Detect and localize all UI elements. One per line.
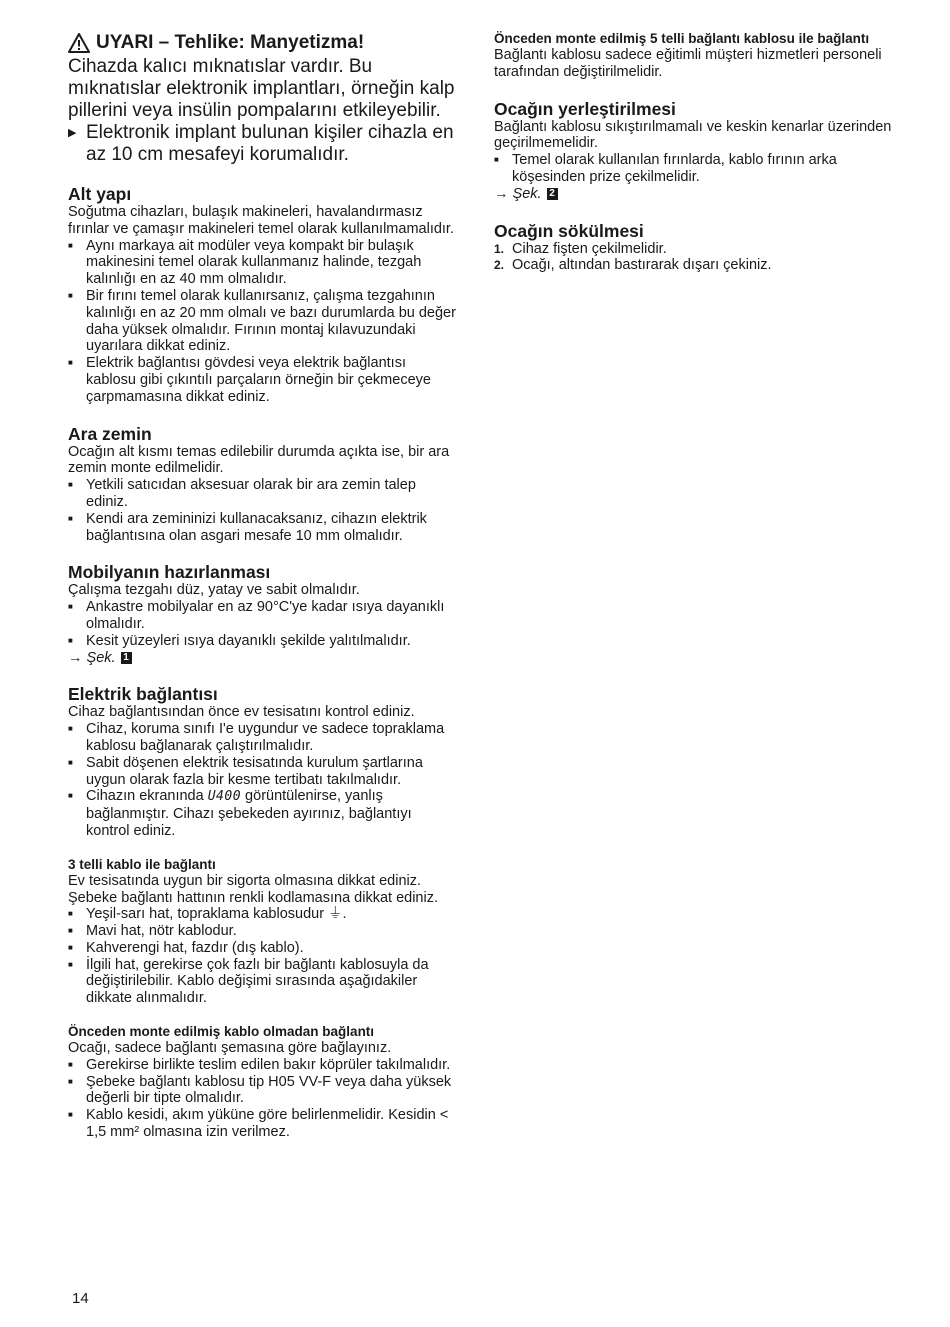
numbered-list: [494, 241, 894, 275]
paragraph: Bağlantı kablosu sadece eğitimli müşteri hizmetleri personeli tarafından değiştirilmelidir.: [494, 47, 882, 80]
warning-action-text: Elektronik implant bulunan kişiler cihazla en az 10 cm mesafeyi korumalıdır.: [86, 122, 454, 165]
bullet-icon: ■: [68, 724, 73, 734]
section-title: Ocağın yerleştirilmesi: [494, 98, 676, 119]
section-intro: Cihaz bağlantısından önce ev tesisatını kontrol ediniz.: [68, 704, 415, 721]
list-item: ■ Mavi hat, nötr kablodur.: [68, 923, 237, 940]
list-item: 1. Cihaz fişten çekilmelidir.: [494, 240, 667, 257]
figure-reference: → Şek. 1: [68, 650, 458, 667]
list-item: ■ İlgili hat, gerekirse çok fazlı bir bağlantı kablosuyla da değiştirilebilir. Kablo değişimi sırasında aşağıdakiler dikkate alınmalıdır.: [68, 956, 429, 1007]
section-intro: Bağlantı kablosu sıkıştırılmamalı ve keskin kenarlar üzerinden geçirilmemelidir.: [494, 118, 892, 152]
bullet-icon: ■: [494, 155, 499, 165]
section-kablosuz: [68, 1023, 458, 1141]
list-item: 2. Ocağı, altından bastırarak dışarı çekiniz.: [494, 257, 772, 274]
list-item: ■ Cihaz, koruma sınıfı I'e uygundur ve sadece topraklama kablosu bağlanarak çalıştırılmalıdır.: [68, 721, 445, 754]
bullet-list: [68, 906, 458, 1007]
section-title: Alt yapı: [68, 184, 132, 204]
figure-number-badge: 2: [547, 188, 558, 200]
bullet-icon: ■: [68, 240, 73, 250]
bullet-list: [68, 477, 458, 544]
section-ara-zemin: [68, 424, 458, 545]
section-intro: Soğutma cihazları, bulaşık makineleri, havalandırmasız fırınlar ve çamaşır makineleri temel olarak kullanılmamalıdır.: [68, 204, 454, 237]
section-yerlestirme: [494, 99, 894, 203]
warning-action: [68, 122, 458, 166]
section-intro: Çalışma tezgahı düz, yatay ve sabit olmalıdır.: [68, 582, 360, 599]
paragraph: Ev tesisatında uygun bir sigorta olmasına dikkat ediniz.: [68, 872, 422, 889]
warning-title: UYARI – Tehlike: Manyetizma!: [96, 32, 365, 53]
section-uc-telli: [68, 856, 458, 1007]
section-bes-telli: [494, 30, 894, 81]
bullet-icon: ■: [68, 290, 73, 300]
bullet-icon: ■: [68, 602, 73, 612]
list-item: ■ Kablo kesidi, akım yüküne göre belirlenmelidir. Kesidin < 1,5 mm² olmasına izin verilmez.: [68, 1107, 449, 1141]
bullet-icon: ■: [68, 959, 73, 969]
section-sokulme: [494, 221, 894, 275]
list-item: ■ Yeşil-sarı hat, topraklama kablosudur ⏚.: [68, 906, 347, 923]
display-code: U400: [207, 789, 242, 805]
bullet-list: [68, 1057, 458, 1141]
section-title: Ara zemin: [68, 423, 152, 444]
section-mobilya: [68, 562, 458, 666]
subsection-title: Önceden monte edilmiş kablo olmadan bağlantı: [68, 1024, 375, 1040]
bullet-icon: ■: [68, 480, 73, 490]
list-item: ■ Kendi ara zemininizi kullanacaksanız, cihazın elektrik bağlantısına olan asgari mesafe 10 mm olmalıdır.: [68, 510, 427, 544]
list-item: ■ Şebeke bağlantı kablosu tip H05 VV-F veya daha yüksek değerli bir tipte olmalıdır.: [68, 1073, 452, 1107]
bullet-icon: ■: [68, 1059, 73, 1069]
section-elektrik: [68, 684, 458, 839]
list-item: ■ Kesit yüzeyleri ısıya dayanıklı şekilde yalıtılmalıdır.: [68, 632, 411, 649]
bullet-icon: ■: [68, 358, 73, 368]
bullet-icon: ■: [68, 757, 73, 767]
bullet-icon: ■: [68, 635, 73, 645]
list-item: ■ Kahverengi hat, fazdır (dış kablo).: [68, 939, 304, 956]
bullet-icon: ■: [68, 909, 73, 919]
warning-heading: [68, 30, 458, 56]
bullet-list: [68, 238, 458, 406]
list-item: ■ Cihazın ekranında U400 görüntülenirse, yanlış bağlanmıştır. Cihazı şebekeden ayırınız, bağlantıyı kontrol ediniz.: [68, 788, 412, 839]
bullet-icon: ■: [68, 926, 73, 936]
section-title: Elektrik bağlantısı: [68, 684, 218, 705]
arrow-right-icon: →: [68, 649, 87, 666]
list-item: ■ Ankastre mobilyalar en az 90°C'ye kadar ısıya dayanıklı olmalıdır.: [68, 599, 445, 632]
paragraph: Şebeke bağlantı hattının renkli kodlamasına dikkat ediniz.: [68, 889, 438, 906]
list-item: ■ Gerekirse birlikte teslim edilen bakır köprüler takılmalıdır.: [68, 1056, 451, 1073]
list-item: ■ Temel olarak kullanılan fırınlarda, kablo fırının arka köşesinden prize çekilmelidir.: [494, 152, 837, 185]
bullet-icon: ■: [68, 1110, 73, 1120]
bullet-list: [494, 152, 894, 186]
bullet-icon: ■: [68, 942, 73, 952]
list-item: ■ Sabit döşenen elektrik tesisatında kurulum şartlarına uygun olarak fazla bir kesme tertibatı takılmalıdır.: [68, 754, 423, 788]
warning-triangle-icon: [68, 33, 90, 53]
paragraph: Ocağı, sadece bağlantı şemasına göre bağlayınız.: [68, 1040, 392, 1057]
arrow-right-icon: →: [494, 185, 513, 202]
section-intro: Ocağın alt kısmı temas edilebilir durumda açıkta ise, bir ara zemin monte edilmelidir.: [68, 443, 450, 477]
bullet-icon: ■: [68, 1076, 73, 1086]
right-column: [494, 30, 894, 274]
list-item: ■ Elektrik bağlantısı gövdesi veya elektrik bağlantısı kablosu gibi çıkıntılı parçaların örneğin bir çekmeceye çarpmamasına dikkat ediniz.: [68, 355, 431, 405]
left-column: [68, 30, 458, 1141]
triangle-right-icon: ▶: [68, 127, 77, 139]
warning-block: [68, 30, 458, 166]
subsection-title: 3 telli kablo ile bağlantı: [68, 856, 216, 872]
subsection-title: Önceden monte edilmiş 5 telli bağlantı kablosu ile bağlantı: [494, 31, 870, 46]
figure-number-badge: 1: [121, 652, 132, 664]
list-item: ■ Bir fırını temel olarak kullanırsanız, çalışma tezgahının kalınlığı en az 20 mm olmalı ve bazı durumlarda bu değer daha yüksek olmalıdır. Fırının montaj kılavuzundaki uyarılara dikkat ediniz.: [68, 287, 456, 355]
bullet-icon: ■: [68, 791, 73, 801]
section-title: Mobilyanın hazırlanması: [68, 562, 271, 583]
bullet-list: [68, 599, 458, 649]
section-alt-yapi: [68, 184, 458, 406]
figure-reference: → Şek. 2: [494, 186, 894, 203]
list-item: ■ Aynı markaya ait modüler veya kompakt bir bulaşık makinesini temel olarak kullanmanız halinde, tezgah kalınlığı en az 40 mm olmalıdır.: [68, 237, 422, 288]
bullet-list: [68, 721, 458, 840]
page-number: 14: [72, 1290, 89, 1307]
section-title: Ocağın sökülmesi: [494, 220, 644, 241]
bullet-icon: ■: [68, 513, 73, 523]
list-item: ■ Yetkili satıcıdan aksesuar olarak bir ara zemin talep ediniz.: [68, 477, 416, 510]
warning-text: Cihazda kalıcı mıknatıslar vardır. Bu mıknatıslar elektronik implantları, örneğin kalp pillerini veya insülin pompalarını etkileyebilir.: [68, 56, 455, 121]
